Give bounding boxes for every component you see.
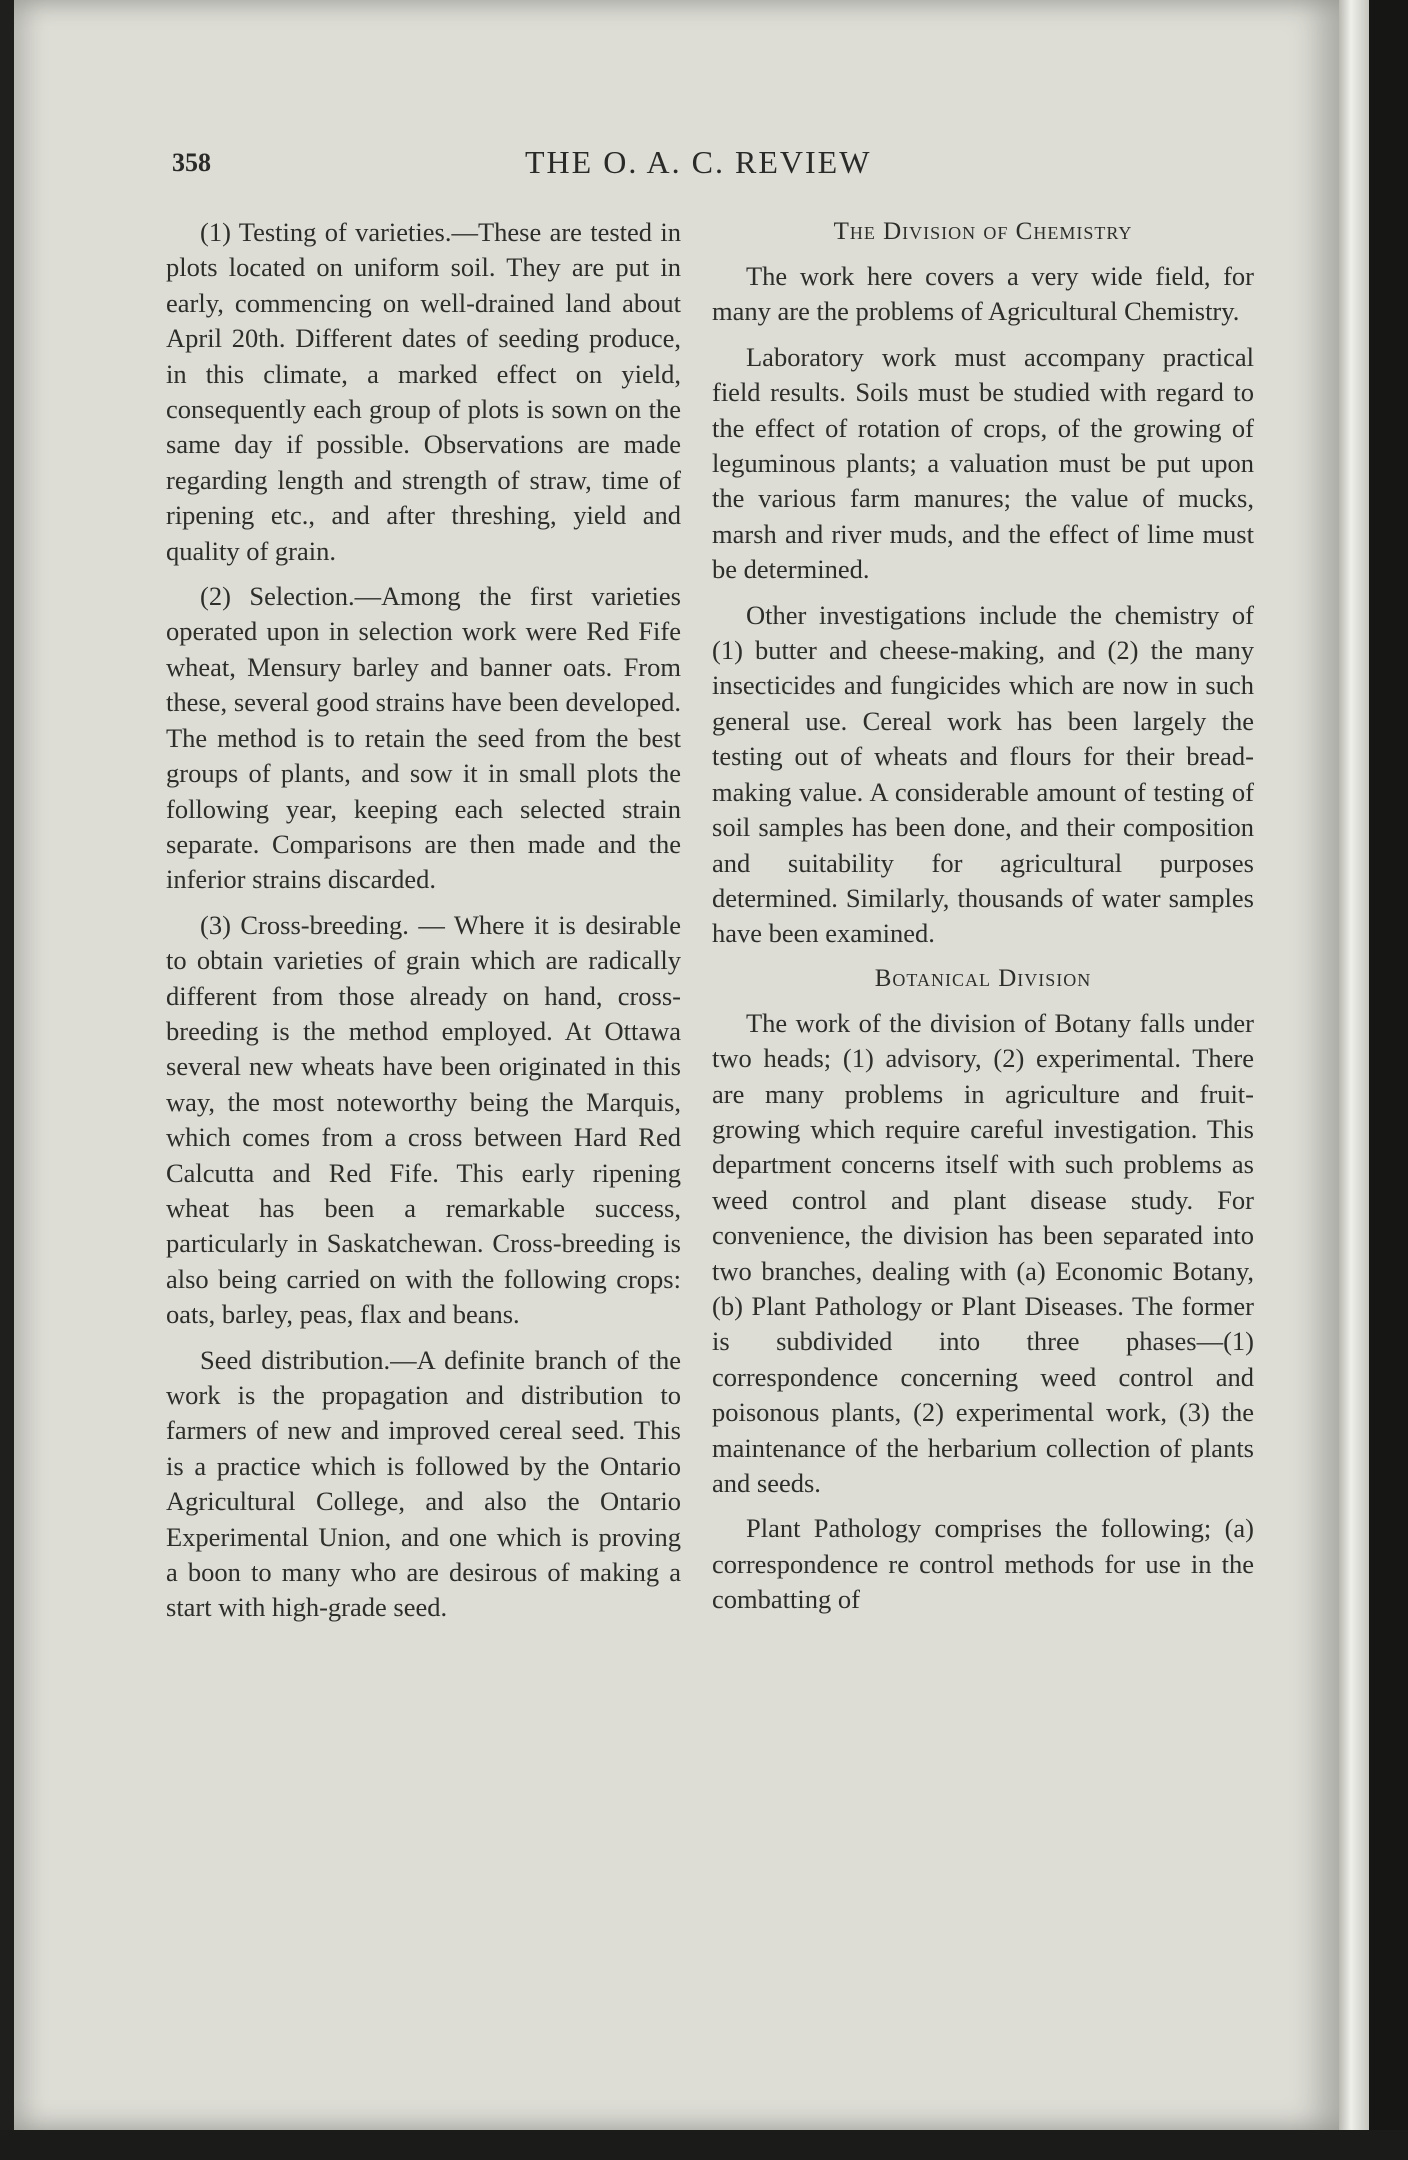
page-header xyxy=(160,138,1260,188)
section-title-chemistry: The Division of Chemistry xyxy=(833,218,1133,245)
paragraph-chemistry-intro: The work here covers a very wide field, for many are the problems of Agricultural Chemistry. xyxy=(712,261,1254,327)
paragraph-botany-work: The work of the division of Botany falls under two heads; (1) advisory, (2) experimental. There are many problems in agriculture and fruit-growing which require careful investigation. This department concerns itself with such problems as weed control and plant disease study. For convenience, the division has been separated into two branches, dealing with (a) Economic Botany, (b) Plant Pathology or Plant Diseases. The former is subdivided into three phases—(1) correspondence concerning weed control and poisonous plants, (2) experimental work, (3) the maintenance of the herbarium collection of plants and seeds. xyxy=(712,1007,1254,1498)
section-title-botany: Botanical Division xyxy=(874,964,1092,992)
next-page-edge xyxy=(1369,0,1408,2130)
page-number: 358 xyxy=(172,148,211,177)
paragraph-chemistry-investigations: Other investigations include the chemistry of (1) butter and cheese-making, and (2) the many insecticides and fungicides which are now in such general use. Cereal work has been largely the testing out of wheats and flours for their bread-making value. A considerable amount of testing of soil samples has been done, and their composition and suitability for agricultural purposes determined. Similarly, thousands of water samples have been examined. xyxy=(712,599,1254,949)
paragraph-cross-breeding: (3) Cross-breeding. — Where it is desirable to obtain varieties of grain which are radically different from those already on hand, cross-breeding is the method employed. At Ottawa several new wheats have been originated in this way, the most noteworthy being the Marquis, which comes from a cross between Hard Red Calcutta and Red Fife. This early ripening wheat has been a remarkable success, particularly in Saskatchewan. Cross-breeding is also being carried on with the following crops: oats, barley, peas, flax and beans. xyxy=(166,909,681,1330)
paragraph-testing-varieties: (1) Testing of varieties.—These are tested in plots located on uniform soil. They are put in early, commencing on well-drained land about April 20th. Different dates of seeding produce, in this climate, a marked effect on yield, consequently each group of plots is sown on the same day if possible. Observations are made regarding length and strength of straw, time of ripening etc., and after threshing, yield and quality of grain. xyxy=(166,217,681,566)
paragraph-plant-pathology: Plant Pathology comprises the following; (a) correspondence re control methods for use in the combatting of xyxy=(712,1513,1254,1615)
left-column xyxy=(166,215,681,1636)
paragraph-selection: (2) Selection.—Among the first varieties operated upon in selection work were Red Fife wheat, Mensury barley and banner oats. From these, several good strains have been developed. The method is to retain the seed from the best groups of plants, and sow it in small plots the following year, keeping each selected strain separate. Comparisons are then made and the inferior strains discarded. xyxy=(166,581,681,895)
running-title: THE O. A. C. REVIEW xyxy=(525,144,872,180)
scan-bottom-edge xyxy=(0,2130,1408,2160)
right-column xyxy=(712,215,1254,1628)
paragraph-seed-distribution: Seed distribution.—A definite branch of the work is the propagation and distribution to farmers of new and improved cereal seed. This is a practice which is followed by the Ontario Agricultural College, and also the Ontario Experimental Union, and one which is proving a boon to many who are desirous of making a start with high-grade seed. xyxy=(166,1344,681,1623)
book-spine xyxy=(1339,0,1369,2130)
paragraph-chemistry-laboratory: Laboratory work must accompany practical field results. Soils must be studied with regard to the effect of rotation of crops, of the growing of leguminous plants; a valuation must be put upon the various farm manures; the value of mucks, marsh and river muds, and the effect of lime must be determined. xyxy=(712,341,1254,585)
